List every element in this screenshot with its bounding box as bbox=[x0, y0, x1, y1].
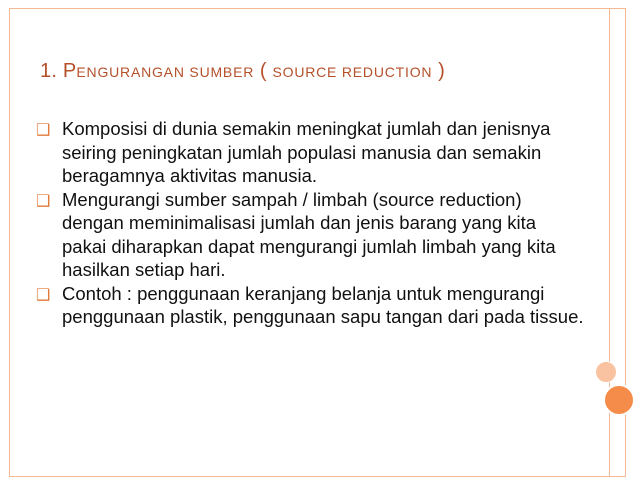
bullet-item bbox=[36, 188, 584, 282]
title-paren-open: ( bbox=[254, 60, 273, 82]
bullet-text: Komposisi di dunia semakin meningkat jumlah dan jenisnya seiring peningkatan jumlah populasi manusia dan semakin beragamnya aktivitas manusia. bbox=[62, 118, 551, 186]
bullet-list bbox=[36, 117, 584, 329]
title-number: 1. P bbox=[40, 60, 77, 82]
bullet-text: Mengurangi sumber sampah / limbah (source reduction) dengan meminimalisasi jumlah dan jenis barang yang kita pakai diharapkan dapat mengurangi jumlah limbah yang kita hasilkan setiap hari. bbox=[62, 188, 556, 280]
square-bullet-icon: ❑ bbox=[36, 284, 51, 304]
decorative-dot-small bbox=[595, 361, 617, 383]
square-bullet-icon: ❑ bbox=[36, 190, 51, 210]
decorative-dot-medium bbox=[603, 384, 635, 416]
title-smallcaps-1: ENGURANGAN SUMBER bbox=[76, 64, 255, 80]
bullet-item bbox=[36, 117, 584, 188]
title-paren-close: ) bbox=[432, 60, 445, 82]
bullet-text: Contoh : penggunaan keranjang belanja untuk mengurangi penggunaan plastik, penggunaan sapu tangan dari pada tissue. bbox=[62, 282, 584, 327]
bullet-item bbox=[36, 282, 584, 329]
slide-title bbox=[40, 60, 445, 83]
square-bullet-icon: ❑ bbox=[36, 120, 51, 139]
title-smallcaps-2: SOURCE REDUCTION bbox=[272, 64, 433, 80]
